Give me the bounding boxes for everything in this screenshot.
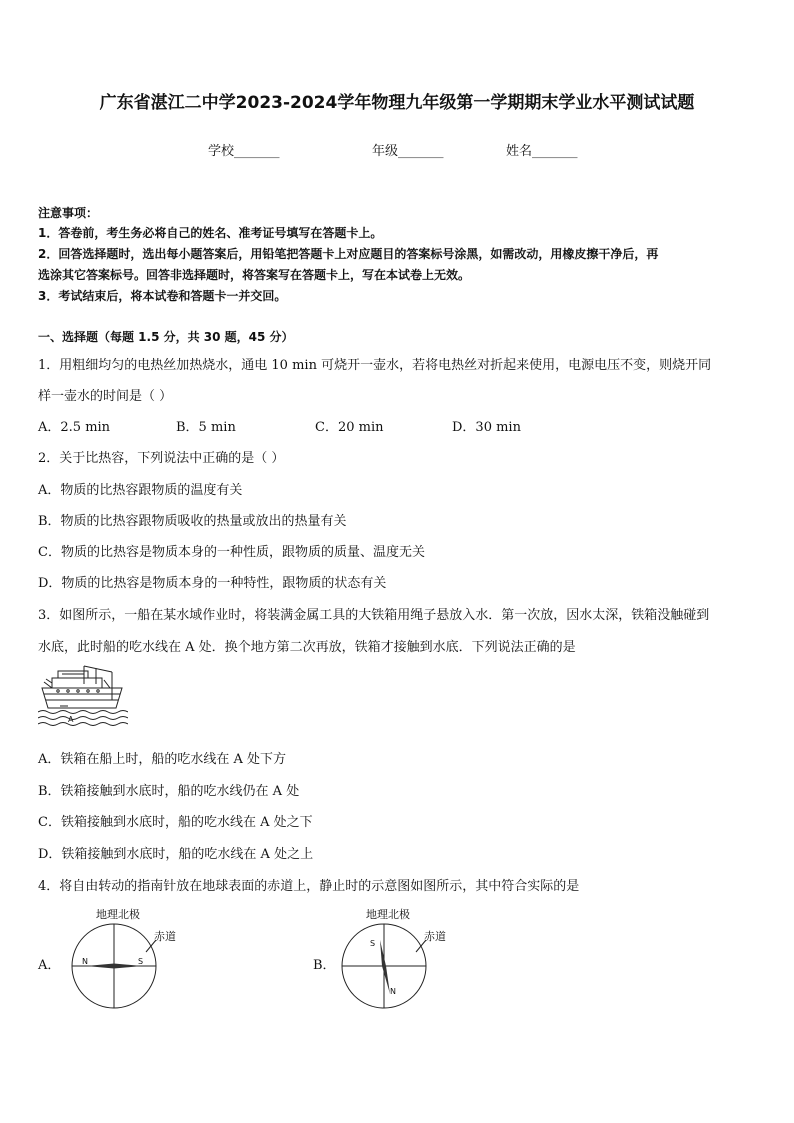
equator-label: 赤道	[424, 930, 446, 943]
q2-option-b: B．物质的比热容跟物质吸收的热量或放出的热量有关	[38, 514, 347, 529]
q1-option-a: A．2.5 min	[38, 420, 111, 435]
name-field: 姓名_______	[506, 144, 578, 159]
q2-stem: 2．关于比热容，下列说法中正确的是（ ）	[38, 451, 285, 466]
school-field: 学校_______	[208, 144, 280, 159]
notice-heading: 注意事项：	[38, 206, 99, 220]
ship-figure	[38, 662, 128, 726]
equator-label: 赤道	[154, 930, 176, 943]
needle-s-label: S	[138, 957, 144, 966]
q2-option-a: A．物质的比热容跟物质的温度有关	[38, 483, 243, 498]
q3-option-c: C．铁箱接触到水底时，船的吃水线在 A 处之下	[38, 815, 313, 830]
notice-item: 3．考试结束后，将本试卷和答题卡一并交回。	[38, 289, 287, 303]
q1-stem-line2: 样一壶水的时间是（ ）	[38, 389, 173, 404]
q3-option-b: B．铁箱接触到水底时，船的吃水线仍在 A 处	[38, 784, 300, 799]
north-pole-label: 地理北极	[366, 908, 410, 921]
notice-item: 1．答卷前，考生务必将自己的姓名、准考证号填写在答题卡上。	[38, 226, 383, 240]
needle-n-label: N	[82, 957, 88, 966]
notice-item: 选涂其它答案标号。回答非选择题时，将答案写在答题卡上，写在本试卷上无效。	[38, 268, 471, 282]
grade-field: 年级_______	[372, 144, 444, 159]
notice-item: 2．回答选择题时，选出每小题答案后，用铅笔把答题卡上对应题目的答案标号涂黑，如需改动，用橡皮擦干净后，再	[38, 247, 659, 261]
compass-figure-b	[340, 904, 480, 1012]
q4-option-a-label: A．	[38, 958, 61, 973]
q4-option-b-label: B．	[313, 958, 336, 973]
q1-option-c: C．20 min	[315, 420, 384, 435]
needle-n-label: N	[390, 987, 396, 996]
q4-stem: 4．将自由转动的指南针放在地球表面的赤道上，静止时的示意图如图所示，其中符合实际的是	[38, 879, 580, 894]
north-pole-label: 地理北极	[96, 908, 140, 921]
needle-s-label: S	[370, 939, 376, 948]
q1-option-b: B．5 min	[176, 420, 236, 435]
q2-option-c: C．物质的比热容是物质本身的一种性质，跟物质的质量、温度无关	[38, 545, 425, 560]
waterline-label: A	[68, 715, 74, 724]
q1-option-d: D．30 min	[452, 420, 521, 435]
compass-figure-a	[64, 904, 204, 1012]
q3-option-a: A．铁箱在船上时，船的吃水线在 A 处下方	[38, 752, 287, 767]
section-heading: 一、选择题（每题 1.5 分，共 30 题，45 分）	[38, 330, 294, 344]
page-title: 广东省湛江二中学2023-2024学年物理九年级第一学期期末学业水平测试试题	[99, 93, 695, 113]
q3-option-d: D．铁箱接触到水底时，船的吃水线在 A 处之上	[38, 847, 314, 862]
q3-stem-line2: 水底，此时船的吃水线在 A 处．换个地方第二次再放，铁箱才接触到水底．下列说法正确的是	[38, 640, 576, 655]
q2-option-d: D．物质的比热容是物质本身的一种特性，跟物质的状态有关	[38, 576, 387, 591]
q1-stem-line1: 1．用粗细均匀的电热丝加热烧水，通电 10 min 可烧开一壶水，若将电热丝对折起来使用，电源电压不变，则烧开同	[38, 358, 712, 373]
q3-stem-line1: 3．如图所示，一船在某水域作业时，将装满金属工具的大铁箱用绳子悬放入水．第一次放，因水太深，铁箱没触碰到	[38, 608, 710, 623]
